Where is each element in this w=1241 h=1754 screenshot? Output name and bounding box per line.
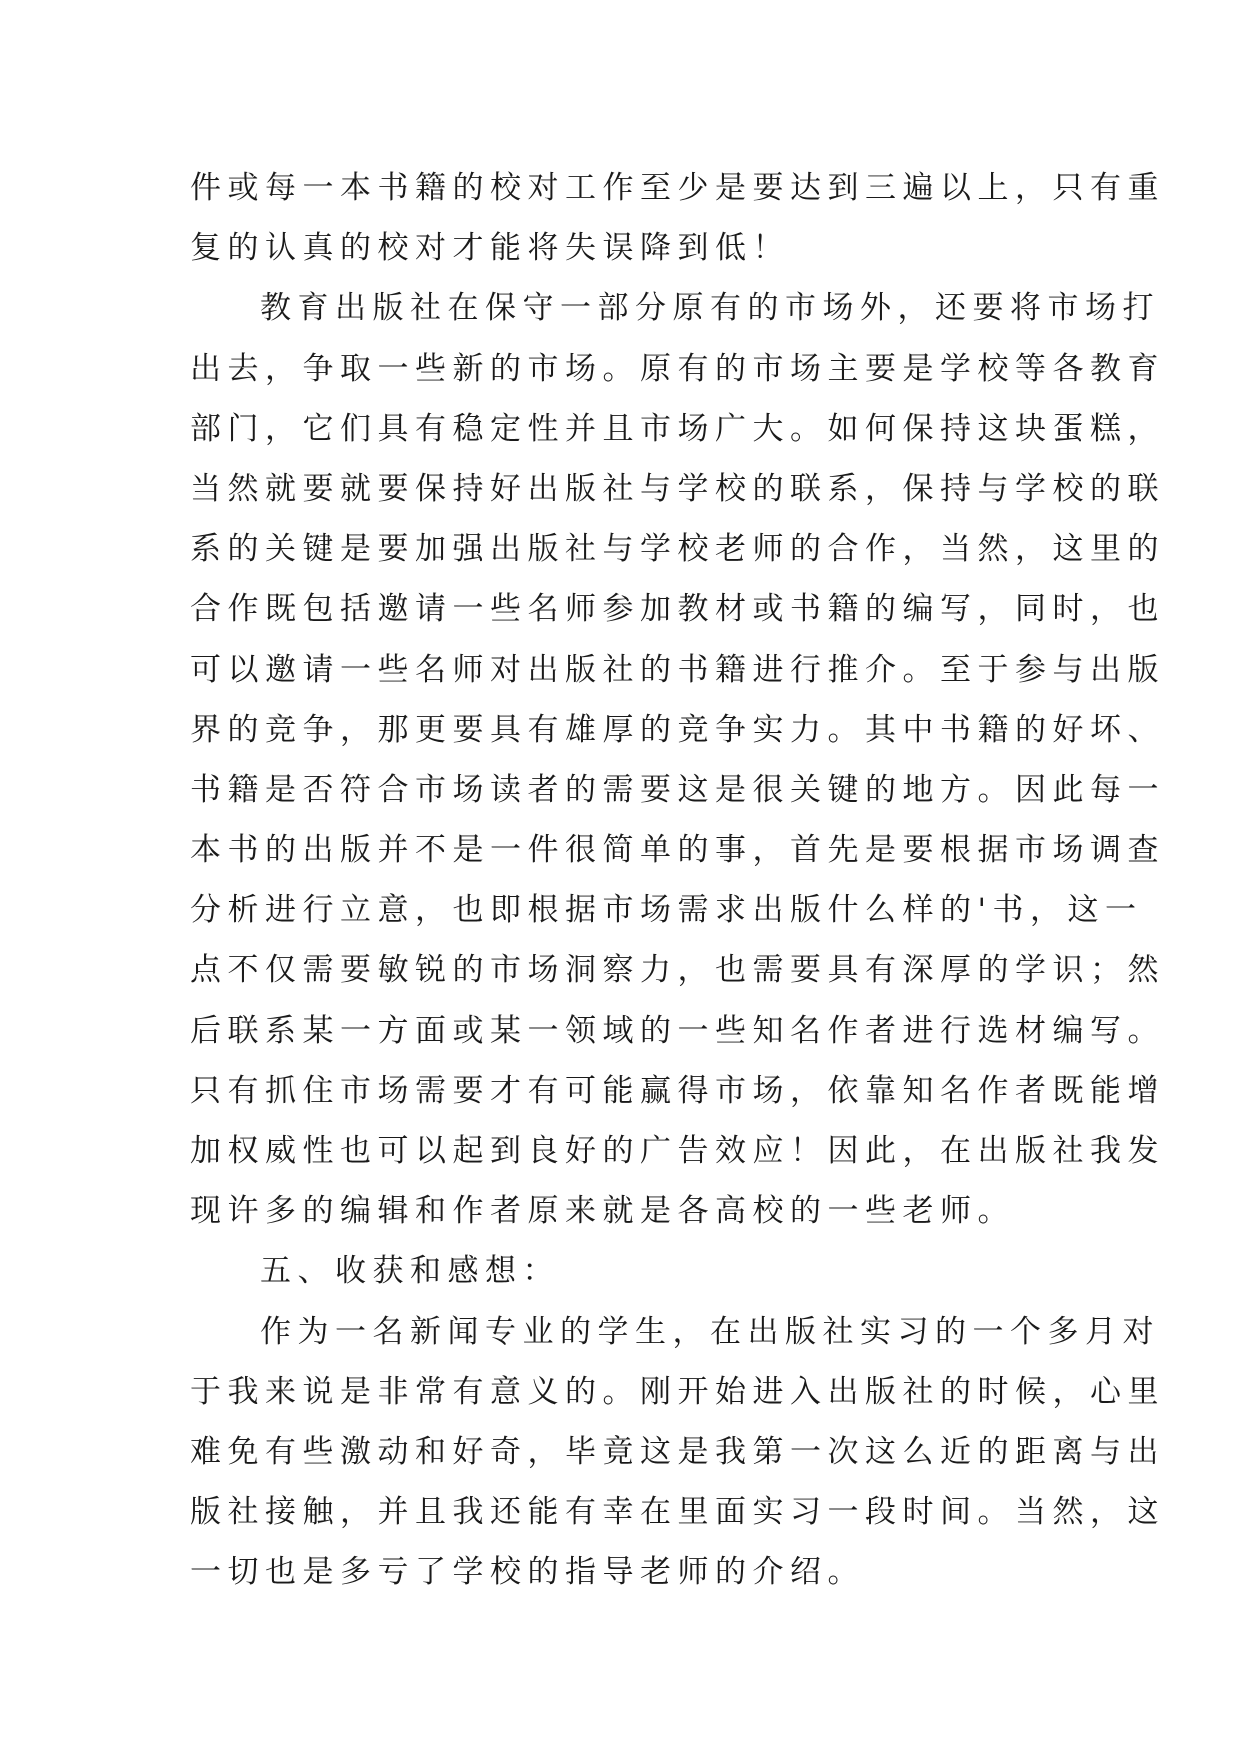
body-text [190,158,1165,1603]
text-line: 合作既包括邀请一些名师参加教材或书籍的编写，同时，也 [190,591,1165,628]
text-line: 作为一名新闻专业的学生，在出版社实习的一个多月对 [260,1313,1160,1350]
text-line: 书籍是否符合市场读者的需要这是很关键的地方。因此每一 [190,771,1165,808]
text-line: 出去，争取一些新的市场。原有的市场主要是学校等各教育 [190,350,1165,387]
text-line: 现许多的编辑和作者原来就是各高校的一些老师。 [190,1193,1015,1230]
text-line: 教育出版社在保守一部分原有的市场外，还要将市场打 [260,290,1160,327]
text-line: 一切也是多亏了学校的指导老师的介绍。 [190,1554,865,1591]
text-line: 分析进行立意，也即根据市场需求出版什么样的'书，这一 [190,892,1143,929]
text-line: 难免有些激动和好奇，毕竟这是我第一次这么近的距离与出 [190,1433,1165,1470]
text-line: 系的关键是要加强出版社与学校老师的合作，当然，这里的 [190,531,1165,568]
text-line: 版社接触，并且我还能有幸在里面实习一段时间。当然，这 [190,1494,1165,1531]
text-line: 加权威性也可以起到良好的广告效应！因此，在出版社我发 [190,1133,1165,1169]
text-line: 复的认真的校对才能将失误降到低！ [190,230,790,267]
text-line: 当然就要就要保持好出版社与学校的联系，保持与学校的联 [190,470,1165,507]
text-line: 五、收获和感想： [260,1253,560,1290]
text-line: 可以邀请一些名师对出版社的书籍进行推介。至于参与出版 [190,651,1165,688]
text-line: 于我来说是非常有意义的。刚开始进入出版社的时候，心里 [190,1373,1165,1410]
text-line: 部门，它们具有稳定性并且市场广大。如何保持这块蛋糕， [190,410,1165,447]
text-line: 只有抓住市场需要才有可能赢得市场，依靠知名作者既能增 [190,1072,1165,1109]
text-line: 点不仅需要敏锐的市场洞察力，也需要具有深厚的学识；然 [190,952,1165,989]
text-line: 后联系某一方面或某一领域的一些知名作者进行选材编写。 [190,1012,1165,1049]
text-line: 界的竞争，那更要具有雄厚的竞争实力。其中书籍的好坏、 [190,711,1165,748]
text-line: 件或每一本书籍的校对工作至少是要达到三遍以上，只有重 [190,170,1165,206]
text-line: 本书的出版并不是一件很简单的事，首先是要根据市场调查 [190,832,1165,869]
